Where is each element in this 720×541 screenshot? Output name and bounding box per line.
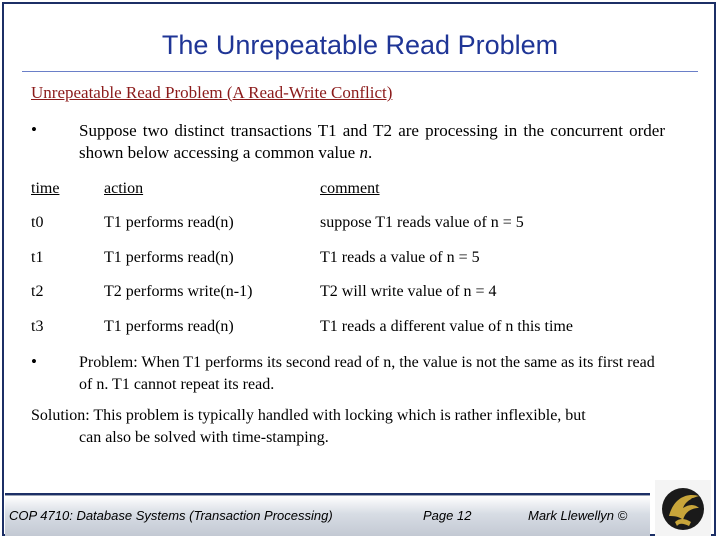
table-row	[0, 214, 720, 236]
header-comment: comment	[320, 180, 380, 197]
row-action: T1 performs read(n)	[104, 214, 234, 231]
table-row	[0, 318, 720, 340]
solution-line-1: Solution: This problem is typically handled with locking which is rather inflexible, but	[31, 407, 586, 424]
row-action: T2 performs write(n-1)	[104, 283, 253, 300]
row-time: t1	[31, 249, 44, 266]
ucf-pegasus-logo-icon	[655, 480, 711, 536]
row-comment: T1 reads a different value of n this time	[320, 318, 573, 335]
slide-title: The Unrepeatable Read Problem	[161, 30, 559, 60]
row-comment: suppose T1 reads value of n = 5	[320, 214, 524, 231]
row-time: t2	[31, 283, 44, 300]
row-action: T1 performs read(n)	[104, 249, 234, 266]
table-row	[0, 283, 720, 305]
footer-author: Mark Llewellyn ©	[528, 508, 628, 523]
problem-paragraph: Problem: When T1 performs its second read of n, the value is not the same as its first read of n. T1 cannot repeat its read.	[79, 354, 655, 393]
row-time: t3	[31, 318, 44, 335]
intro-text: Suppose two distinct transactions T1 and T2 are processing in the concurrent order shown below accessing a common value	[79, 121, 665, 162]
header-action: action	[104, 180, 144, 197]
bullet-1: •	[31, 120, 37, 139]
row-action: T1 performs read(n)	[104, 318, 234, 335]
header-time: time	[31, 180, 60, 197]
intro-paragraph	[79, 120, 665, 164]
section-subtitle: Unrepeatable Read Problem (A Read-Write Conflict)	[31, 83, 393, 102]
row-comment: T2 will write value of n = 4	[320, 283, 497, 300]
intro-period: .	[367, 143, 373, 162]
table-row	[0, 249, 720, 271]
solution-paragraph	[31, 405, 671, 449]
row-comment: T1 reads a value of n = 5	[320, 249, 480, 266]
intro-variable: n	[359, 143, 368, 162]
footer-course: COP 4710: Database Systems (Transaction Processing)	[9, 508, 333, 523]
table-header-row	[0, 180, 720, 202]
slide-footer	[5, 495, 650, 536]
solution-line-2: can also be solved with time-stamping.	[79, 429, 329, 446]
footer-page-number: Page 12	[423, 508, 472, 523]
title-divider	[22, 71, 698, 72]
row-time: t0	[31, 214, 44, 231]
bullet-2: •	[31, 352, 37, 371]
